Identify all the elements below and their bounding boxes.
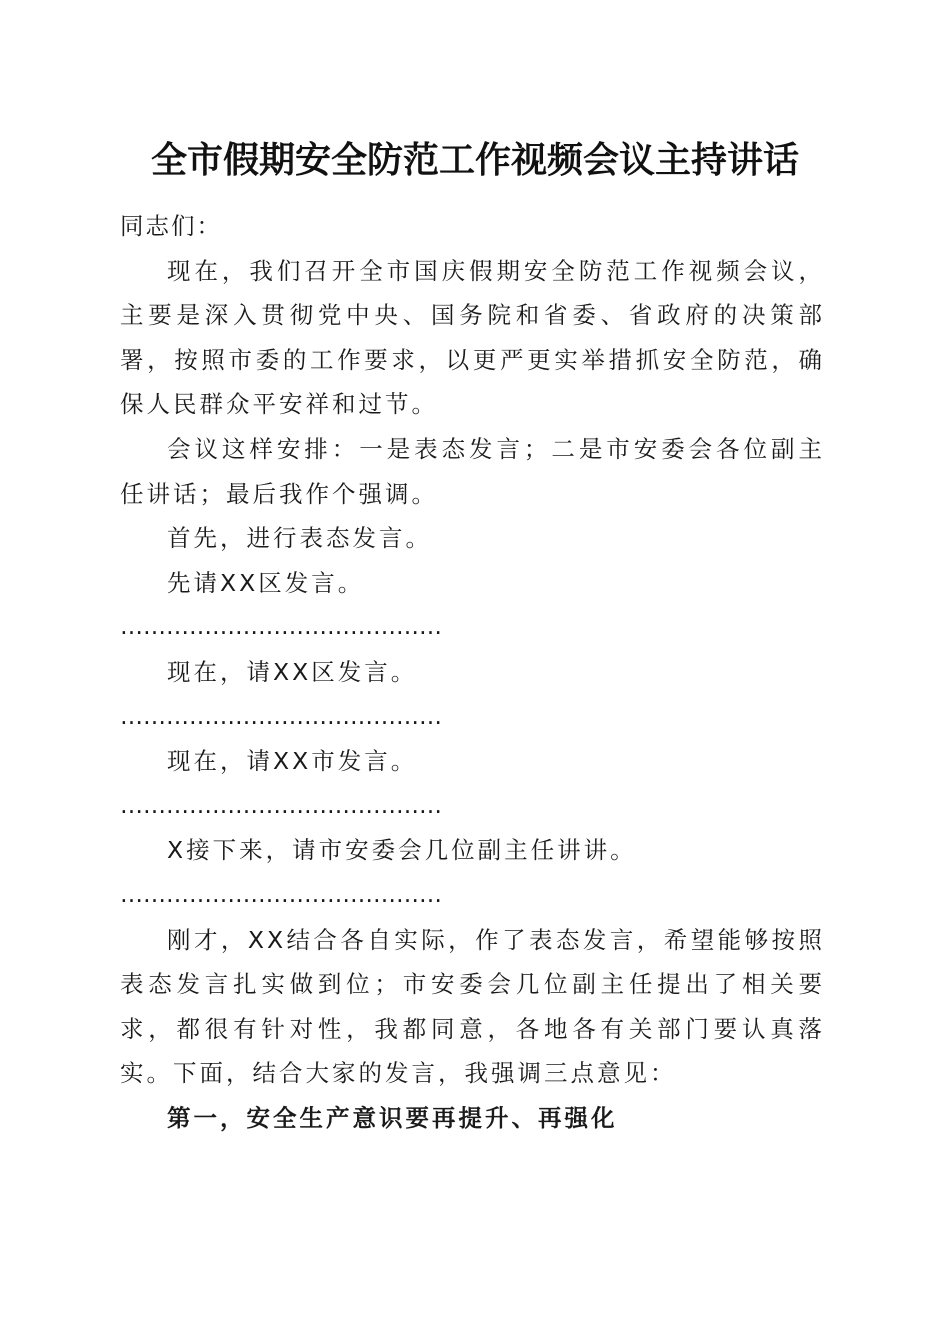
section-heading-first: 第一，安全生产意识要再提升、再强化	[167, 1103, 618, 1132]
paragraph-invite-3: 现在，请XX市发言。	[167, 747, 418, 776]
ellipsis-line-3: ……………………………………	[120, 792, 442, 819]
ellipsis-line-2: ……………………………………	[120, 703, 442, 730]
paragraph-invite-2: 现在，请XX区发言。	[167, 657, 418, 686]
paragraph-first-item: 首先，进行表态发言。	[167, 524, 432, 553]
paragraph-summary: 刚才，XX结合各自实际，作了表态发言，希望能够按照表态发言扎实做到位；市安委会几位副主任提出了相关要求，都很有针对性，我都同意，各地各有关部门要认真落实。下面，结合大家的发言，我强调三点意见：	[120, 925, 825, 1088]
paragraph-invite-1: 先请XX区发言。	[167, 568, 365, 597]
greeting-line: 同志们：	[120, 212, 222, 240]
paragraph-agenda: 会议这样安排：一是表态发言；二是市安委会各位副主任讲话；最后我作个强调。	[120, 434, 825, 508]
paragraph-invite-4: X接下来，请市安委会几位副主任讲讲。	[167, 836, 637, 865]
ellipsis-line-4: ……………………………………	[120, 881, 442, 908]
document-title: 全市假期安全防范工作视频会议主持讲话	[150, 139, 799, 181]
document-body	[120, 204, 825, 1140]
ellipsis-line-1: ……………………………………	[120, 614, 442, 641]
paragraph-opening: 现在，我们召开全市国庆假期安全防范工作视频会议，主要是深入贯彻党中央、国务院和省委、省政府的决策部署，按照市委的工作要求，以更严更实举措抓安全防范，确保人民群众平安祥和过节。	[120, 256, 825, 419]
